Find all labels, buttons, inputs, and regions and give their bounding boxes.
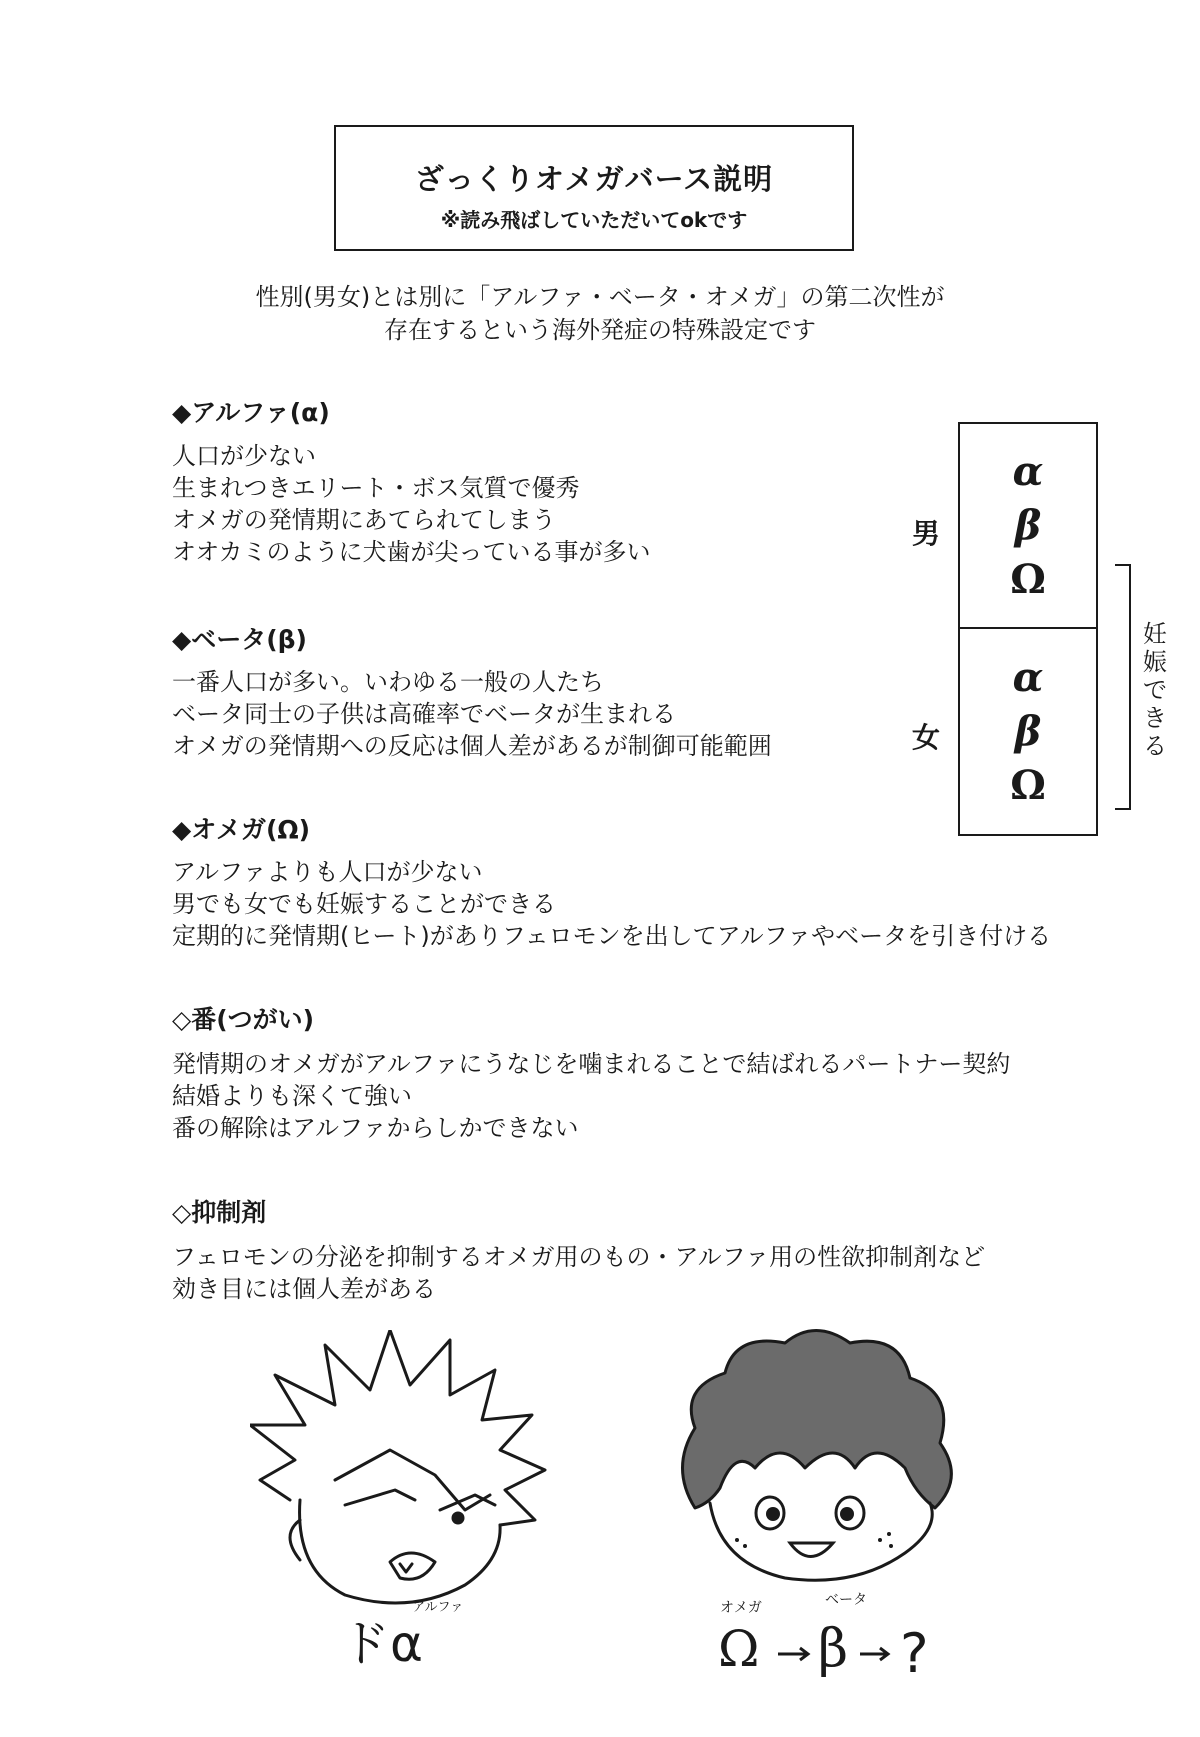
body-line: 定期的に発情期(ヒート)がありフェロモンを出してアルファやベータを引き付ける: [172, 922, 1052, 950]
section-heading-bond: ◇番(つがい): [172, 1005, 315, 1034]
section-body-suppressant: [172, 1241, 985, 1305]
spiky-hair-character-illustration: [250, 1330, 550, 1610]
beta-symbol: β: [1014, 501, 1042, 549]
page-title: ざっくりオメガバース説明: [414, 162, 774, 196]
section-heading-alpha: ◆アルファ(α): [172, 398, 330, 427]
page-subtitle: ※読み飛ばしていただいてokです: [440, 208, 748, 232]
body-line: 男でも女でも妊娠することができる: [172, 890, 556, 918]
title-box: [334, 125, 854, 251]
body-line: 結婚よりも深くて強い: [172, 1082, 412, 1110]
male-label: 男: [912, 517, 941, 550]
intro-line: 存在するという海外発症の特殊設定です: [384, 316, 816, 344]
omega-symbol: Ω: [1010, 761, 1046, 809]
section-body-beta: [172, 666, 772, 762]
beta-symbol: β: [1014, 707, 1042, 755]
male-cell: [960, 424, 1096, 629]
omega-symbol: Ω: [1010, 555, 1046, 603]
note-char: で: [1143, 676, 1167, 704]
body-line: 番の解除はアルファからしかできない: [172, 1114, 579, 1142]
alpha-symbol: α: [1012, 653, 1044, 701]
section-body-bond: [172, 1048, 1010, 1144]
alpha-symbol: α: [1012, 447, 1044, 495]
note-char: き: [1143, 704, 1167, 732]
beta-ruby: ベータ: [825, 1592, 867, 1608]
do-alpha-caption: ドα: [340, 1615, 423, 1673]
body-line: 生まれつきエリート・ボス気質で優秀: [172, 474, 580, 502]
curly-hair-character-illustration: [665, 1318, 965, 1588]
body-line: アルファよりも人口が少ない: [172, 858, 483, 886]
second-gender-chart: [958, 422, 1098, 836]
omega-caption: Ω: [718, 1620, 760, 1678]
section-heading-omega: ◆オメガ(Ω): [172, 815, 311, 844]
body-line: オオカミのように犬歯が尖っている事が多い: [172, 538, 651, 566]
question-caption: ?: [900, 1622, 929, 1685]
female-cell: [960, 629, 1096, 834]
body-line: オメガの発情期への反応は個人差があるが制御可能範囲: [172, 732, 772, 760]
arrow-right-icon: [778, 1648, 808, 1660]
section-heading-beta: ◆ベータ(β): [172, 625, 307, 654]
intro-line: 性別(男女)とは別に「アルファ・ベータ・オメガ」の第二次性が: [255, 283, 945, 311]
body-line: ベータ同士の子供は高確率でベータが生まれる: [172, 700, 676, 728]
pregnancy-note: [1138, 620, 1172, 760]
pregnancy-bracket: [1115, 564, 1131, 810]
omega-ruby: オメガ: [720, 1600, 762, 1616]
note-char: 娠: [1143, 648, 1167, 676]
body-line: オメガの発情期にあてられてしまう: [172, 506, 556, 534]
note-char: る: [1143, 732, 1167, 760]
note-char: 妊: [1143, 620, 1167, 648]
female-label: 女: [912, 721, 941, 754]
arrow-right-icon: [860, 1648, 888, 1660]
section-body-omega: [172, 856, 1051, 952]
section-body-alpha: [172, 440, 651, 568]
body-line: 人口が少ない: [172, 442, 316, 470]
intro-text: [200, 281, 1000, 347]
right-caption: [700, 1590, 1000, 1685]
body-line: 効き目には個人差がある: [172, 1275, 436, 1303]
beta-caption: β: [818, 1619, 849, 1679]
left-caption: [330, 1595, 510, 1675]
body-line: 発情期のオメガがアルファにうなじを噛まれることで結ばれるパートナー契約: [172, 1050, 1011, 1078]
body-line: 一番人口が多い。いわゆる一般の人たち: [172, 668, 604, 696]
section-heading-suppressant: ◇抑制剤: [172, 1198, 267, 1227]
body-line: フェロモンの分泌を抑制するオメガ用のもの・アルファ用の性欲抑制剤など: [172, 1243, 986, 1271]
alpha-ruby: アルファ: [412, 1600, 464, 1615]
